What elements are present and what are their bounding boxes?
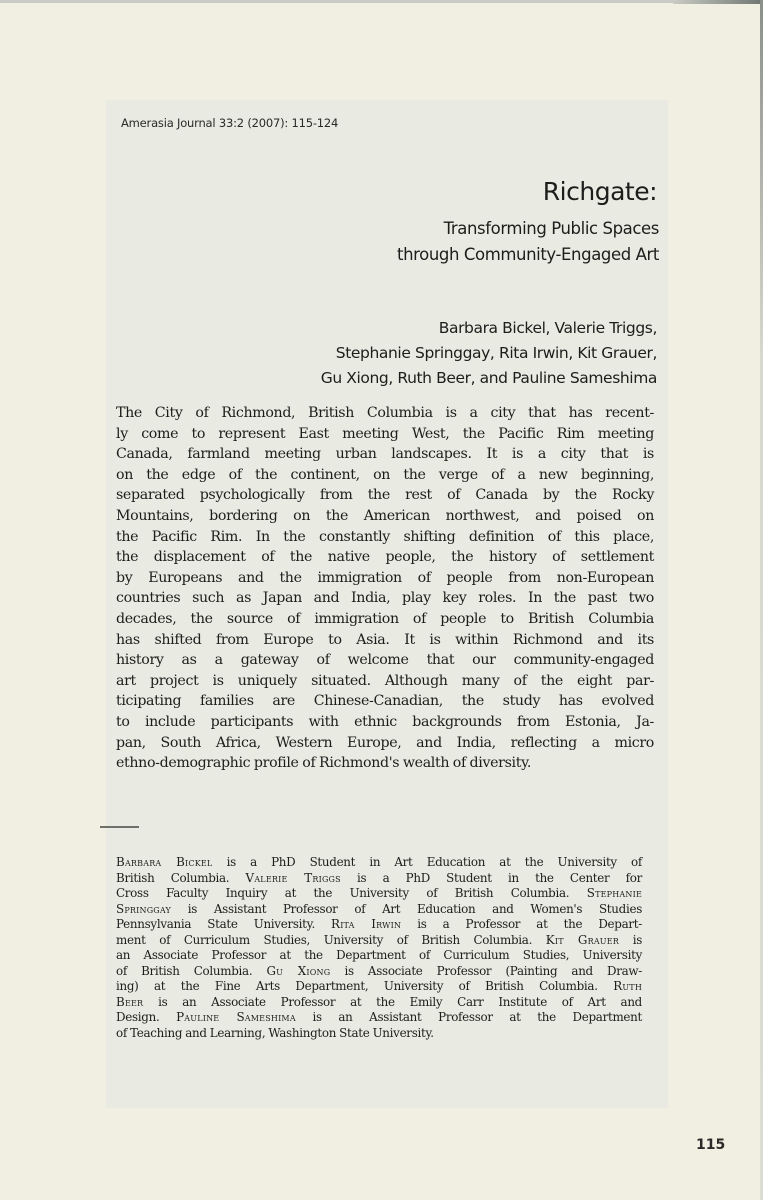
- author-name: Barbara Bickel: [116, 855, 213, 869]
- footnote-text: is a PhD Student in Art Education at the University of: [212, 855, 642, 869]
- footnote-line: of Teaching and Learning, Washington State University.: [116, 1025, 434, 1040]
- author-bios-footnote: [116, 855, 642, 1041]
- body-line: countries such as Japan and India, play key roles. In the past two: [116, 590, 654, 607]
- body-line: has shifted from Europe to Asia. It is within Richmond and its: [116, 631, 654, 648]
- author-line: Gu Xiong, Ruth Beer, and Pauline Sameshima: [320, 369, 657, 387]
- footnote-text: is: [619, 932, 642, 947]
- author-name: Beer: [116, 994, 144, 1009]
- footnote-line: [116, 871, 642, 887]
- author-name: Kit Grauer: [545, 932, 620, 947]
- body-line: pan, South Africa, Western Europe, and India, reflecting a micro: [116, 734, 654, 751]
- footnote-line: [116, 933, 642, 949]
- body-line: to include participants with ethnic backgrounds from Estonia, Ja-: [116, 713, 654, 730]
- body-paragraph: [116, 403, 654, 774]
- author-name: Valerie Triggs: [245, 870, 341, 885]
- author-list: [321, 316, 657, 391]
- author-line: Stephanie Springgay, Rita Irwin, Kit Grauer,: [335, 344, 657, 362]
- body-line: by Europeans and the immigration of people from non-European: [116, 569, 654, 586]
- article-subtitle: [397, 216, 659, 268]
- author-name: Springgay: [116, 901, 172, 916]
- body-line: ethno-demographic profile of Richmond's wealth of diversity.: [116, 755, 532, 772]
- article-title: Richgate:: [542, 177, 657, 206]
- body-line: The City of Richmond, British Columbia is a city that has recent-: [116, 405, 654, 421]
- author-name: Ruth: [613, 979, 642, 993]
- body-line: history as a gateway of welcome that our community-engaged: [116, 652, 654, 669]
- page-top-edge: [0, 0, 763, 3]
- footnote-text: British Columbia.: [116, 870, 246, 885]
- author-name: Rita Irwin: [331, 917, 402, 931]
- footnote-line: [116, 1010, 642, 1026]
- footnote-line: [116, 855, 642, 871]
- body-line: ticipating families are Chinese-Canadian, the study has evolved: [116, 693, 654, 710]
- body-line: ly come to represent East meeting West, the Pacific Rim meeting: [116, 425, 654, 442]
- body-line: the displacement of the native people, the history of settlement: [116, 549, 654, 566]
- body-line: the Pacific Rim. In the constantly shifting definition of this place,: [116, 528, 654, 545]
- footnote-line: an Associate Professor at the Department of Curriculum Studies, University: [116, 948, 642, 962]
- footnote-line: [116, 902, 642, 918]
- footnote-line: [116, 964, 642, 980]
- subtitle-line: Transforming Public Spaces: [443, 219, 659, 238]
- page-corner-shadow: [673, 0, 763, 4]
- footnote-text: is Assistant Professor of Art Education and Women's Studies: [171, 901, 642, 916]
- footnote-text: of British Columbia.: [116, 963, 267, 978]
- footnote-text: is Associate Professor (Painting and Draw-: [330, 963, 643, 978]
- footnote-line: [116, 995, 642, 1011]
- footnote-text: is an Assistant Professor at the Department: [295, 1010, 642, 1024]
- footnote-text: is a Professor at the Depart-: [401, 917, 642, 931]
- footnote-text: ment of Curriculum Studies, University of British Columbia.: [116, 932, 546, 947]
- subtitle-line: through Community-Engaged Art: [397, 245, 659, 264]
- body-line: art project is uniquely situated. Although many of the eight par-: [116, 672, 654, 689]
- footnote-text: is an Associate Professor at the Emily Carr Institute of Art and: [143, 994, 642, 1009]
- body-line: Canada, farmland meeting urban landscapes. It is a city that is: [116, 446, 654, 463]
- author-name: Gu Xiong: [266, 963, 331, 978]
- body-line: decades, the source of immigration of people to British Columbia: [116, 610, 654, 627]
- journal-citation: Amerasia Journal 33:2 (2007): 115-124: [121, 116, 339, 130]
- footnote-text: Cross Faculty Inquiry at the University of British Columbia.: [116, 886, 587, 900]
- author-name: Stephanie: [586, 886, 642, 900]
- footnote-text: is a PhD Student in the Center for: [340, 870, 642, 885]
- author-line: Barbara Bickel, Valerie Triggs,: [438, 319, 657, 337]
- body-line: Mountains, bordering on the American northwest, and poised on: [116, 507, 654, 524]
- page-number: 115: [696, 1137, 726, 1153]
- footnote-text: Design.: [116, 1010, 177, 1024]
- footnote-line: [116, 886, 642, 902]
- footnote-line: [116, 917, 642, 933]
- footnote-line: [116, 979, 642, 995]
- body-line: separated psychologically from the rest of Canada by the Rocky: [116, 487, 654, 504]
- author-name: Pauline Sameshima: [176, 1010, 296, 1024]
- body-line: on the edge of the continent, on the verge of a new beginning,: [116, 466, 654, 483]
- footnote-text: ing) at the Fine Arts Department, University of British Columbia.: [116, 979, 614, 993]
- footnote-text: Pennsylvania State University.: [116, 917, 332, 931]
- footnote-divider: [100, 826, 139, 828]
